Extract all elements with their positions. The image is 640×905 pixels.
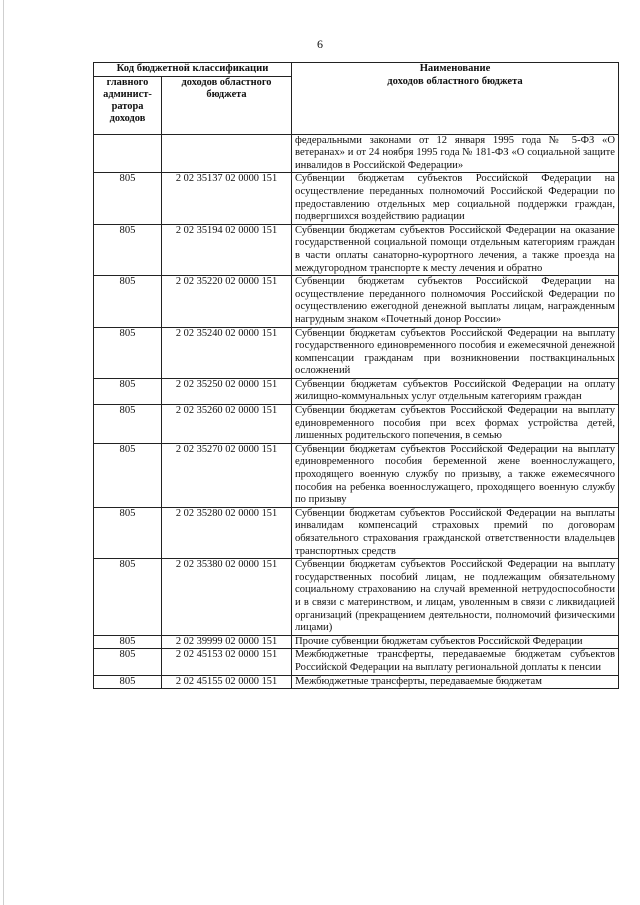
income-name-cell: Субвенции бюджетам субъектов Российской Федерации на выплату единовременного пособия при всех формах устройства детей, лишенных родительского попечения, в семью: [292, 405, 619, 444]
admin-code-cell: 805: [94, 405, 162, 444]
income-name-cell: Субвенции бюджетам субъектов Российской Федерации на выплаты инвалидам компенсаций страховых премий по договорам обязательного страхования гражданской ответственности владельцев транспортных средств: [292, 507, 619, 558]
header-code-line-2: бюджета: [206, 88, 247, 100]
admin-code-cell: 805: [94, 507, 162, 558]
income-name-cell: Межбюджетные трансферты, передаваемые бюджетам: [292, 675, 619, 689]
admin-code-cell: 805: [94, 378, 162, 404]
income-name-cell: федеральными законами от 12 января 1995 года № 5-ФЗ «О ветеранах» и от 24 ноября 1995 года № 181-ФЗ «О социальной защите инвалидов в Российской Федерации»: [292, 134, 619, 173]
header-admin-line-3: ратора: [111, 100, 144, 112]
income-name-cell: Субвенции бюджетам субъектов Российской Федерации на выплату государственного единовременного пособия и ежемесячной денежной компенсации гражданам при возникновении поствакцинальных осложнений: [292, 327, 619, 378]
table-row: [94, 224, 619, 275]
income-code-cell: 2 02 45155 02 0000 151: [162, 675, 292, 689]
admin-code-cell: 805: [94, 649, 162, 675]
header-regional-budget-income-code: [162, 76, 292, 134]
header-income-name: [292, 63, 619, 135]
admin-code-cell: 805: [94, 224, 162, 275]
income-code-cell: 2 02 35250 02 0000 151: [162, 378, 292, 404]
table-row: [94, 675, 619, 689]
income-name-cell: Прочие субвенции бюджетам субъектов Российской Федерации: [292, 635, 619, 649]
admin-code-cell: 805: [94, 635, 162, 649]
table-row: [94, 327, 619, 378]
admin-code-cell: 805: [94, 675, 162, 689]
income-name-cell: Межбюджетные трансферты, передаваемые бюджетам субъектов Российской Федерации на выплату региональной доплаты к пенсии: [292, 649, 619, 675]
income-name-cell: Субвенции бюджетам субъектов Российской Федерации на выплату единовременного пособия беременной жене военнослужащего, проходящего военную службу по призыву, а также ежемесячного пособия на ребенка военнослужащего, проходящего военную службу по призыву: [292, 443, 619, 507]
income-name-cell: Субвенции бюджетам субъектов Российской Федерации на выплату государственных пособий лицам, не подлежащим обязательному социальному страхованию на случай временной нетрудоспособности и в связи с материнством, и лицам, уволенным в связи с ликвидацией организаций (прекращением деятельности, полномочий физическими лицами): [292, 559, 619, 636]
admin-code-cell: 805: [94, 173, 162, 224]
table-row: [94, 443, 619, 507]
income-code-cell: 2 02 45153 02 0000 151: [162, 649, 292, 675]
table-row: [94, 276, 619, 327]
header-admin-line-1: главного: [106, 76, 149, 88]
table-row: [94, 378, 619, 404]
scan-edge-line: [3, 0, 4, 905]
income-code-cell: [162, 134, 292, 173]
income-code-cell: 2 02 35280 02 0000 151: [162, 507, 292, 558]
header-admin-line-4: доходов: [109, 112, 146, 124]
income-code-cell: 2 02 35380 02 0000 151: [162, 559, 292, 636]
admin-code-cell: [94, 134, 162, 173]
income-name-cell: Субвенции бюджетам субъектов Российской Федерации на оказание государственной социальной помощи отдельным категориям граждан в части оплаты санаторно-курортного лечения, а также проезда на междугородном транспорте к месту лечения и обратно: [292, 224, 619, 275]
header-chief-administrator: [94, 76, 162, 134]
income-name-cell: Субвенции бюджетам субъектов Российской Федерации на осуществление переданных полномочий Российской Федерации по предоставлению отдельных мер социальной поддержки граждан, подвергшихся воздействию радиации: [292, 173, 619, 224]
income-name-cell: Субвенции бюджетам субъектов Российской Федерации на оплату жилищно-коммунальных услуг отдельным категориям граждан: [292, 378, 619, 404]
admin-code-cell: 805: [94, 443, 162, 507]
admin-code-cell: 805: [94, 276, 162, 327]
income-code-cell: 2 02 35270 02 0000 151: [162, 443, 292, 507]
income-code-cell: 2 02 35137 02 0000 151: [162, 173, 292, 224]
header-budget-classification-code: Код бюджетной классификации: [94, 63, 292, 77]
table-row: [94, 173, 619, 224]
table-row: [94, 649, 619, 675]
income-code-cell: 2 02 35260 02 0000 151: [162, 405, 292, 444]
table-row: [94, 405, 619, 444]
admin-code-cell: 805: [94, 559, 162, 636]
header-admin-line-2: админист-: [103, 88, 152, 100]
table-row: [94, 559, 619, 636]
table-row: [94, 635, 619, 649]
income-code-cell: 2 02 35220 02 0000 151: [162, 276, 292, 327]
table-row: [94, 134, 619, 173]
income-code-cell: 2 02 39999 02 0000 151: [162, 635, 292, 649]
income-code-cell: 2 02 35194 02 0000 151: [162, 224, 292, 275]
table-row: [94, 507, 619, 558]
budget-income-table: [93, 62, 619, 689]
income-name-cell: Субвенции бюджетам субъектов Российской Федерации на осуществление переданного полномочия Российской Федерации по осуществлению ежегодной денежной выплаты лицам, награжденным нагрудным знаком «Почетный донор России»: [292, 276, 619, 327]
income-code-cell: 2 02 35240 02 0000 151: [162, 327, 292, 378]
admin-code-cell: 805: [94, 327, 162, 378]
header-income-name-line-1: Наименование: [419, 63, 491, 74]
header-code-line-1: доходов областного: [181, 76, 272, 88]
page-number: 6: [317, 37, 323, 51]
header-income-name-line-2: доходов областного бюджета: [387, 75, 523, 87]
